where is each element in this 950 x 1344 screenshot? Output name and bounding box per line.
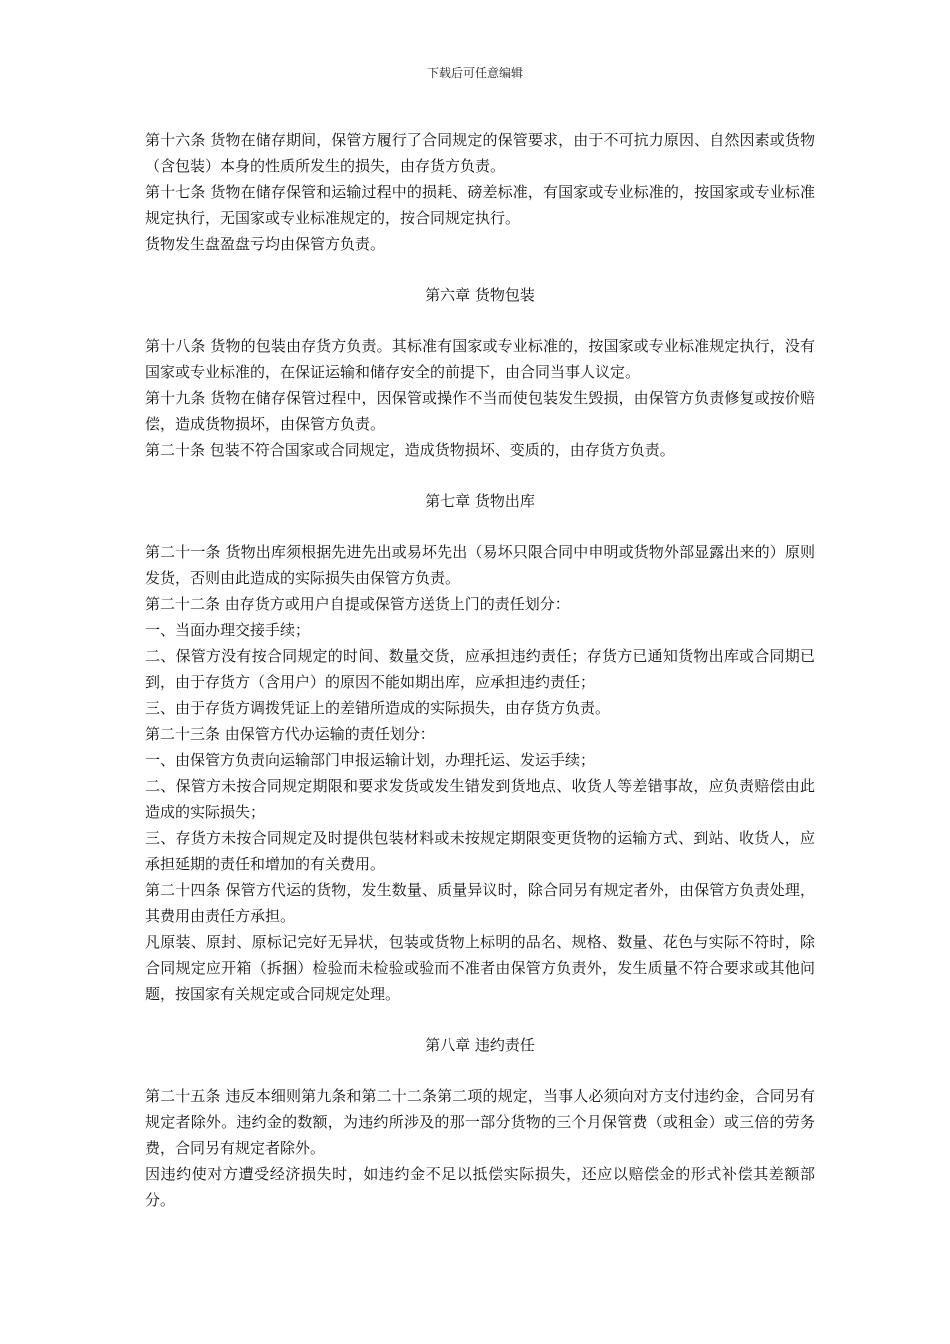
article-paragraph: 第二十二条 由存货方或用户自提或保管方送货上门的责任划分： [145,595,570,613]
article-paragraph: 第二十四条 保管方代运的货物，发生数量、质量异议时，除合同另有规定者外，由保管方负责处理，其费用由责任方承担。 [145,881,815,925]
article-paragraph: 凡原装、原封、原标记完好无异状，包装或货物上标明的品名、规格、数量、花色与实际不符时，除合同规定应开箱（拆捆）检验而未检验或验而不准者由保管方负责外，发生质量不符合要求或其他问题，按国家有关规定或合同规定处理。 [145,933,815,1003]
article-paragraph: 第十八条 货物的包装由存货方负责。其标准有国家或专业标准的，按国家或专业标准规定执行，没有国家或专业标准的，在保证运输和储存安全的前提下，由合同当事人议定。 [145,337,815,381]
article-paragraph: 第十九条 货物在储存保管过程中，因保管或操作不当而使包装发生毁损，由保管方负责修复或按价赔偿，造成货物损坏，由保管方负责。 [145,389,815,433]
page-header: 下载后可任意编辑 [426,66,523,80]
article-paragraph: 一、当面办理交接手续； [145,621,311,639]
article-paragraph: 二、保管方没有按合同规定的时间、数量交货，应承担违约责任；存货方已通知货物出库或合同期已到，由于存货方（含用户）的原因不能如期出库，应承担违约责任； [145,647,815,691]
article-paragraph: 三、存货方未按合同规定及时提供包装材料或未按规定期限变更货物的运输方式、到站、收货人，应承担延期的责任和增加的有关费用。 [145,829,815,873]
chapter-heading: 第六章 货物包装 [425,286,535,304]
document-body [145,127,815,1213]
article-paragraph: 第十六条 货物在储存期间，保管方履行了合同规定的保管要求，由于不可抗力原因、自然因素或货物（含包装）本身的性质所发生的损失，由存货方负责。 [145,131,815,175]
article-paragraph: 因违约使对方遭受经济损失时，如违约金不足以抵偿实际损失，还应以赔偿金的形式补偿其差额部分。 [145,1165,815,1209]
article-paragraph: 第十七条 货物在储存保管和运输过程中的损耗、磅差标准，有国家或专业标准的，按国家或专业标准规定执行，无国家或专业标准规定的，按合同规定执行。 [145,183,815,227]
article-paragraph: 货物发生盘盈盘亏均由保管方负责。 [145,235,386,253]
article-paragraph: 二、保管方未按合同规定期限和要求发货或发生错发到货地点、收货人等差错事故，应负责赔偿由此造成的实际损失； [145,777,815,821]
article-paragraph: 第二十五条 违反本细则第九条和第二十二条第二项的规定，当事人必须向对方支付违约金，合同另有规定者除外。违约金的数额，为违约所涉及的那一部分货物的三个月保管费（或租金）或三倍的劳务费，合同另有规定者除外。 [145,1087,815,1157]
article-paragraph: 一、由保管方负责向运输部门申报运输计划，办理托运、发运手续； [145,751,596,769]
chapter-heading: 第七章 货物出库 [425,492,535,510]
article-paragraph: 第二十三条 由保管方代办运输的责任划分： [145,725,435,743]
article-paragraph: 三、由于存货方调拨凭证上的差错所造成的实际损失，由存货方负责。 [145,699,611,717]
article-paragraph: 第二十一条 货物出库须根据先进先出或易坏先出（易坏只限合同中申明或货物外部显露出来的）原则发货，否则由此造成的实际损失由保管方负责。 [145,543,815,587]
article-paragraph: 第二十条 包装不符合国家或合同规定，造成货物损坏、变质的，由存货方负责。 [145,441,675,459]
chapter-heading: 第八章 违约责任 [425,1036,535,1054]
